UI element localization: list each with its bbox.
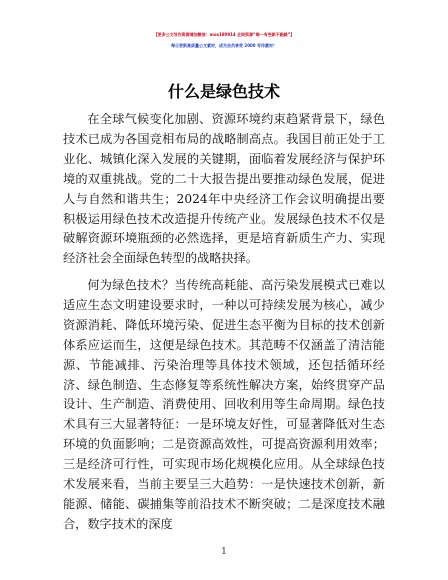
body-paragraph-2: 何为绿色技术？当传统高耗能、高污染发展模式已难以适应生态文明建设要求时，一种以可持续发展为核心，减少资源消耗、降低环境污染、促进生态平衡为目标的技术创新体系应运而生，这便是绿色技术。其范畴不仅涵盖了清洁能源、节能减排、污染治理等具体技术领域，还包括循环经济、绿色制造、生态修复等系统性解决方案，始终贯穿产品设计、生产制造、消费使用、回收利用等生命周期。绿色技术具有三大显著特征：一是环境友好性，可显著降低对生态环境的负面影响；二是资源高效性，可提高资源利用效率；三是经济可行性，可实现市场化规模化应用。从全球绿色技术发展来看，当前主要呈三大趋势：一是快速技术创新，新能源、储能、碳捕集等前沿技术不断突破；二是深度技术融合，数字技术的深度 bbox=[63, 278, 385, 531]
promo-banner-line-1: 【更多公文写作资源请加微信：mos180914 全网资源“唯一有些新不跑路”】 bbox=[153, 32, 295, 37]
body-paragraph-1: 在全球气候变化加剧、资源环境约束趋紧背景下，绿色技术已成为各国竞相布局的战略制高点。我国目前正处于工业化、城镇化深入发展的关键期，面临着发展经济与保护环境的双重挑战。党的二十大报告提出要推动绿色发展，促进人与自然和谐共生；2024年中央经济工作会议明确提出要积极运用绿色技术改造提升传统产业。发展绿色技术不仅是破解资源环境瓶颈的必然选择，更是培育新质生产力、实现经济社会全面绿色转型的战略抉择。 bbox=[63, 112, 385, 266]
promo-banner-line-2: 每日更新高质量公文素材，成为会员享受 2000 写作素材！ bbox=[171, 43, 277, 48]
document-title: 什么是绿色技术 bbox=[167, 82, 280, 101]
page-number: 1 bbox=[221, 547, 227, 557]
